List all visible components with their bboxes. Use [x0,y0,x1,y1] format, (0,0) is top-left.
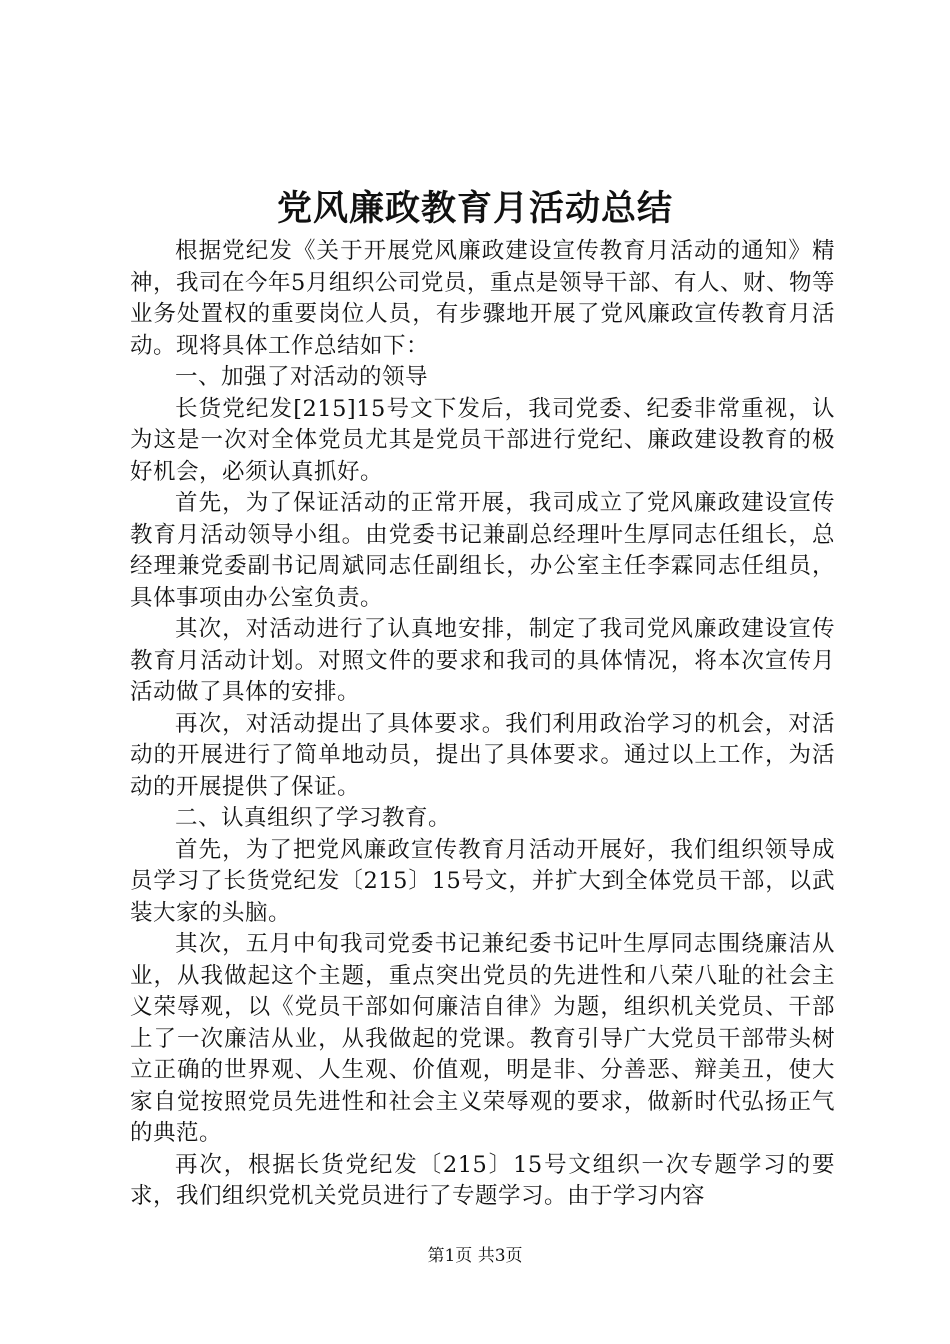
paragraph: 首先，为了保证活动的正常开展，我司成立了党风廉政建设宣传教育月活动领导小组。由党委书记兼副总经理叶生厚同志任组长，总经理兼党委副书记周斌同志任副组长，办公室主任李霖同志任组员，具体事项由办公室负责。 [130,490,835,611]
section-heading-1: 一、加强了对活动的领导 [175,364,429,390]
paragraph: 其次，五月中旬我司党委书记兼纪委书记叶生厚同志围绕廉洁从业，从我做起这个主题，重点突出党员的先进性和八荣八耻的社会主义荣辱观，以《党员干部如何廉洁自律》为题，组织机关党员、干部上了一次廉洁从业，从我做起的党课。教育引导广大党员干部带头树立正确的世界观、人生观、价值观，明是非、分善恶、辩美丑，使大家自觉按照党员先进性和社会主义荣辱观的要求，做新时代弘扬正气的典范。 [130,931,835,1146]
paragraph: 首先，为了把党风廉政宣传教育月活动开展好，我们组织领导成员学习了长货党纪发〔215〕15号文，并扩大到全体党员干部，以武装大家的头脑。 [130,836,835,926]
document-body [130,236,835,1213]
document-title: 党风廉政教育月活动总结 [276,188,673,229]
section-heading-2: 二、认真组织了学习教育。 [175,805,452,831]
paragraph: 其次，对活动进行了认真地安排，制定了我司党风廉政建设宣传教育月活动计划。对照文件的要求和我司的具体情况，将本次宣传月活动做了具体的安排。 [130,616,835,705]
page-number-footer: 第1页 共3页 [427,1246,523,1266]
paragraph-intro: 根据党纪发《关于开展党风廉政建设宣传教育月活动的通知》精神，我司在今年5月组织公司党员，重点是领导干部、有人、财、物等业务处置权的重要岗位人员，有步骤地开展了党风廉政宣传教育月活动。现将具体工作总结如下： [130,238,835,359]
paragraph: 再次，根据长货党纪发〔215〕15号文组织一次专题学习的要求，我们组织党机关党员进行了专题学习。由于学习内容 [130,1151,835,1209]
paragraph: 长货党纪发[215]15号文下发后，我司党委、纪委非常重视，认为这是一次对全体党员尤其是党员干部进行党纪、廉政建设教育的极好机会，必须认真抓好。 [130,395,835,485]
paragraph: 再次，对活动提出了具体要求。我们利用政治学习的机会，对活动的开展进行了简单地动员，提出了具体要求。通过以上工作，为活动的开展提供了保证。 [130,710,835,800]
